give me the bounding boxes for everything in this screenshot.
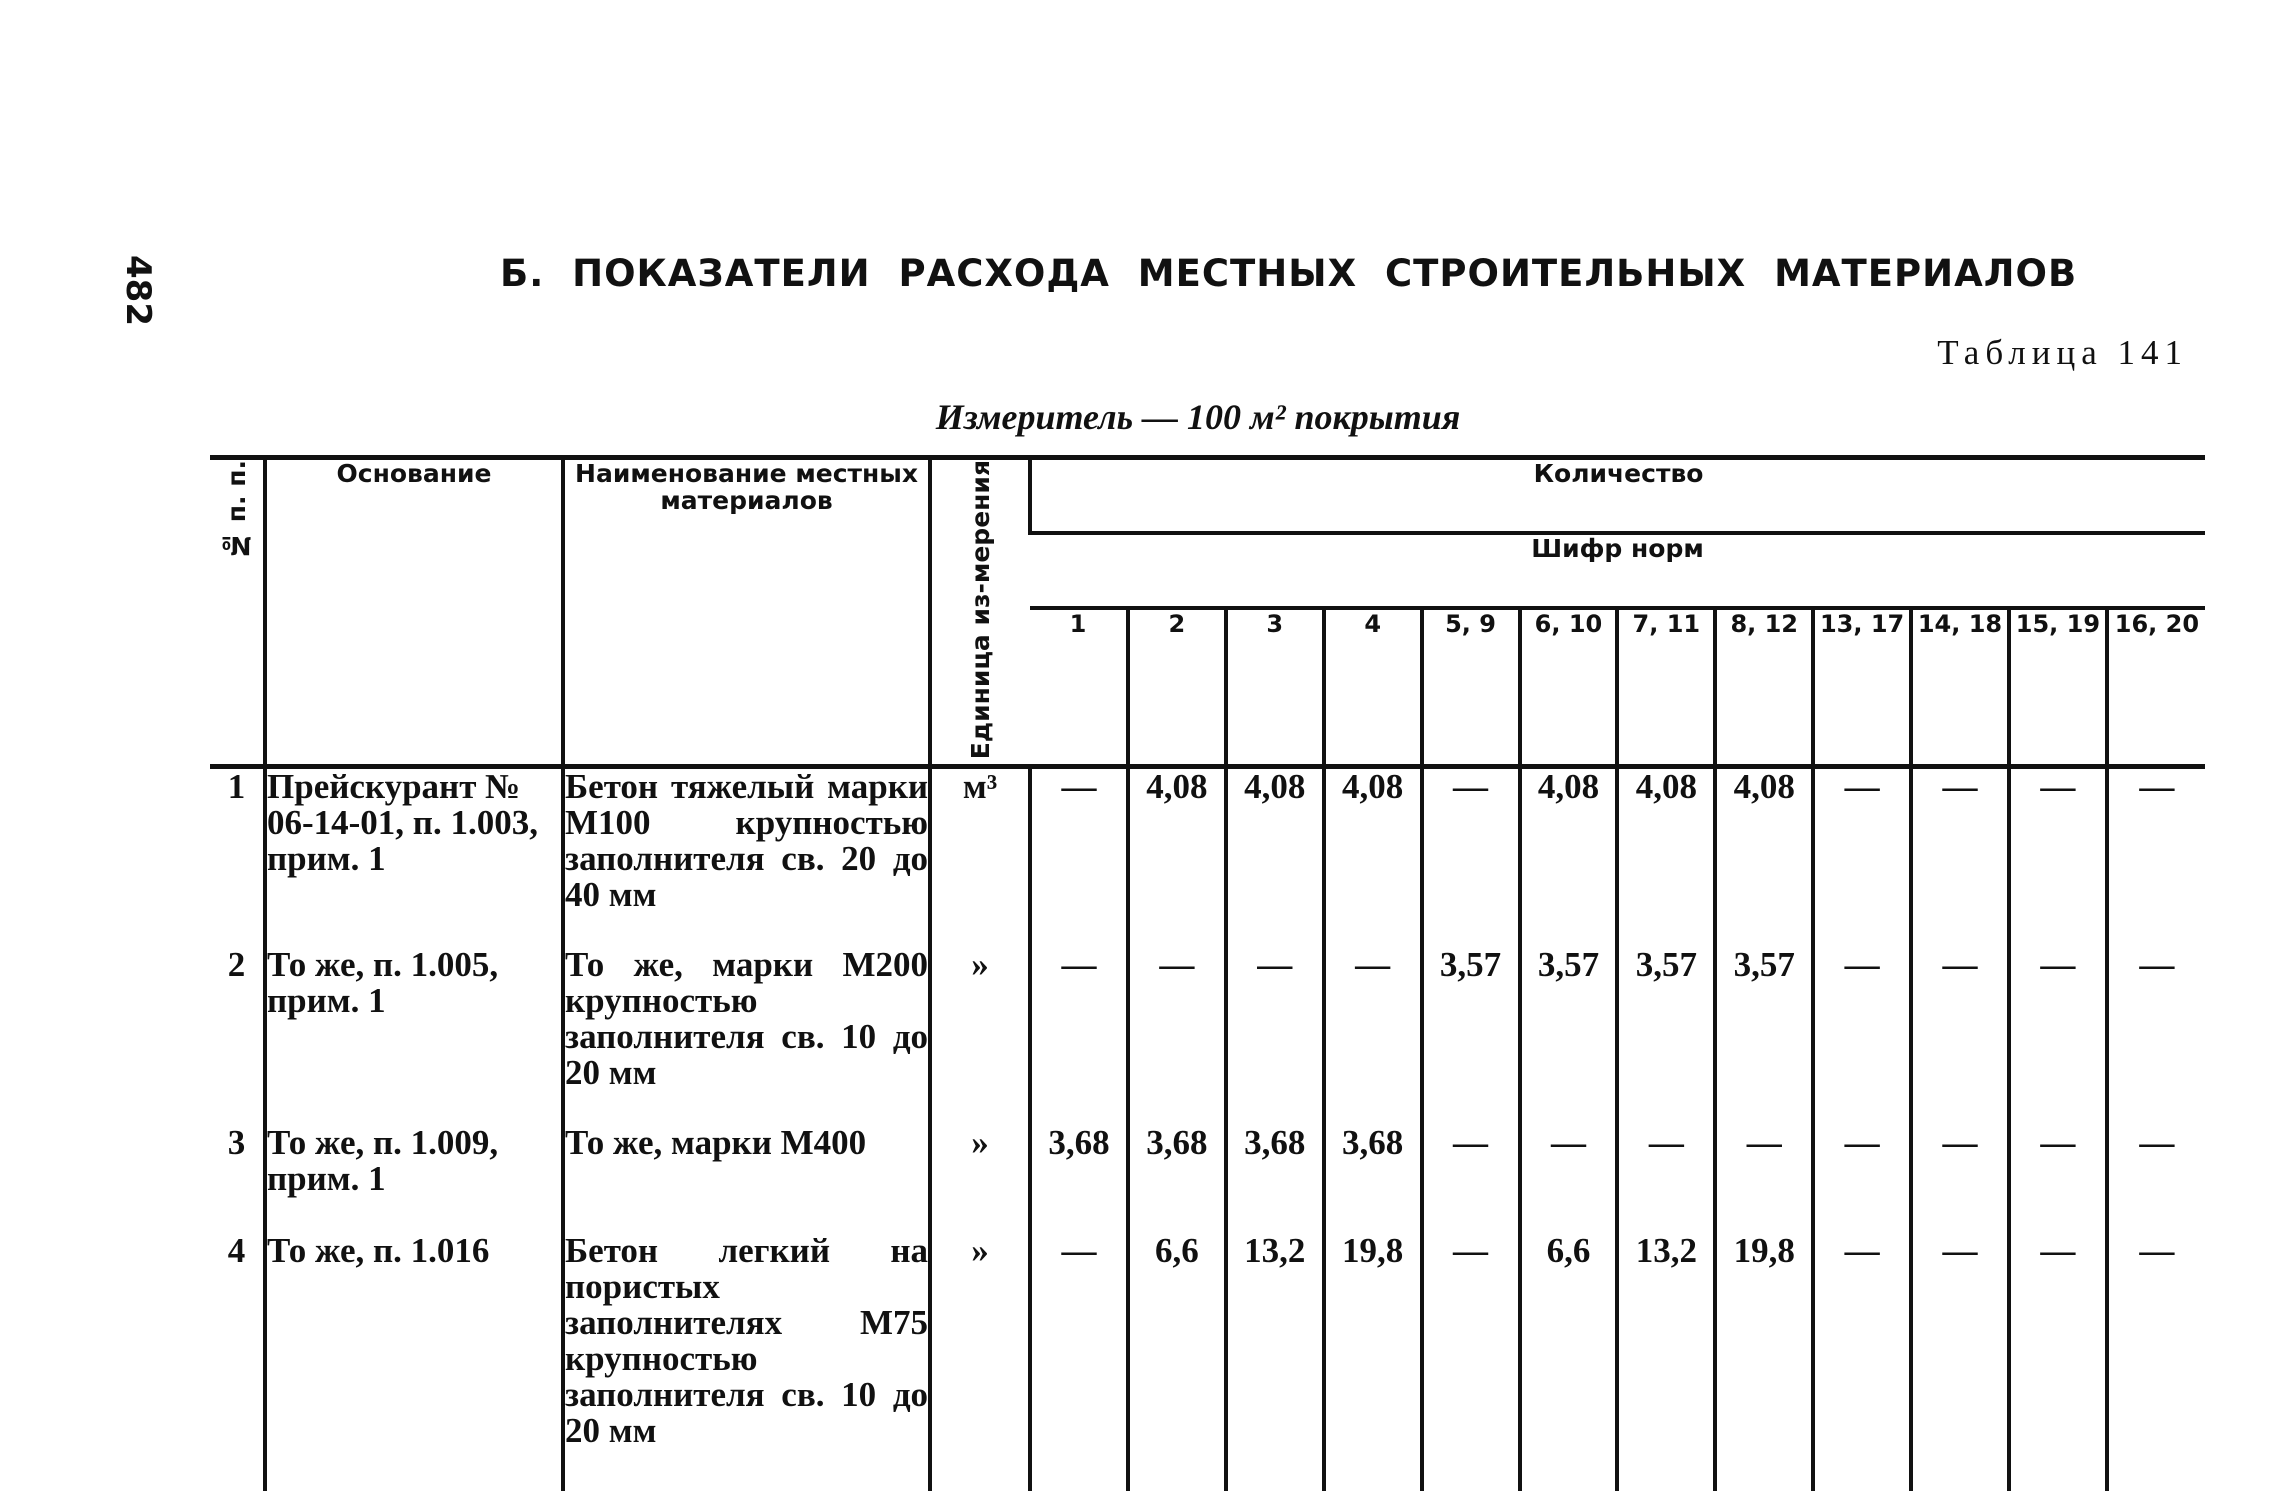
header-norm-column: 13, 17 <box>1813 608 1911 767</box>
quantity-cell: 3,68 <box>1324 1125 1422 1233</box>
meter-text: Измеритель — 100 м² покрытия <box>935 397 1461 437</box>
quantity-cell: — <box>2009 767 2107 948</box>
quantity-cell: — <box>1422 1125 1520 1233</box>
section-heading: Б. ПОКАЗАТЕЛИ РАСХОДА МЕСТНЫХ СТРОИТЕЛЬНЫХ МАТЕРИАЛОВ <box>500 252 2078 295</box>
header-norm-column: 5, 9 <box>1422 608 1520 767</box>
quantity-cell: — <box>1911 1125 2009 1233</box>
quantity-cell: — <box>1813 1125 1911 1233</box>
row-number-cell: 4 <box>227 1231 246 1271</box>
norms-table <box>210 455 2205 1491</box>
quantity-cell: — <box>1226 947 1324 1125</box>
table-row <box>210 1125 2205 1233</box>
header-norm-column: 3 <box>1226 608 1324 767</box>
quantity-cell: 3,68 <box>1226 1125 1324 1233</box>
quantity-cell: 13,2 <box>1226 1233 1324 1491</box>
header-norm-column: 7, 11 <box>1617 608 1715 767</box>
quantity-cell: — <box>2107 1125 2205 1233</box>
header-norm-column: 15, 19 <box>2009 608 2107 767</box>
quantity-cell: 4,08 <box>1715 767 1813 948</box>
material-cell: Бетон тяжелый марки М100 крупностью заполнителя св. 20 до 40 мм <box>563 767 930 948</box>
material-cell: Бетон легкий на пористых заполнителях М75 крупностью заполнителя св. 10 до 20 мм <box>563 1233 930 1491</box>
quantity-cell: — <box>1911 947 2009 1125</box>
quantity-cell: — <box>1030 947 1128 1125</box>
table-header <box>210 458 2205 767</box>
material-cell: То же, марки М200 крупностью заполнителя св. 10 до 20 мм <box>563 947 930 1125</box>
header-norm-column: 2 <box>1128 608 1226 767</box>
quantity-cell: — <box>1813 1233 1911 1491</box>
quantity-cell: — <box>1617 1125 1715 1233</box>
header-norm-column: 1 <box>1069 609 1087 638</box>
quantity-cell: 19,8 <box>1715 1233 1813 1491</box>
quantity-cell: — <box>1030 767 1128 948</box>
quantity-cell: 6,6 <box>1520 1233 1618 1491</box>
quantity-cell: — <box>1911 767 2009 948</box>
quantity-cell: 4,08 <box>1128 767 1226 948</box>
quantity-cell: 6,6 <box>1128 1233 1226 1491</box>
basis-cell: То же, п. 1.009, прим. 1 <box>265 1125 563 1233</box>
quantity-cell: 3,57 <box>1617 947 1715 1125</box>
unit-cell: м³ <box>930 767 1030 948</box>
quantity-cell: — <box>2107 1233 2205 1491</box>
quantity-cell: 19,8 <box>1324 1233 1422 1491</box>
basis-cell: Прейскурант № 06-14-01, п. 1.003, прим. 1 <box>265 767 563 948</box>
quantity-cell: 13,2 <box>1617 1233 1715 1491</box>
header-basis: Основание <box>265 458 563 767</box>
quantity-cell: — <box>2009 1233 2107 1491</box>
basis-cell: То же, п. 1.005, прим. 1 <box>265 947 563 1125</box>
quantity-cell: — <box>1030 1233 1128 1491</box>
quantity-cell: — <box>1128 947 1226 1125</box>
quantity-cell: 4,08 <box>1226 767 1324 948</box>
material-cell: То же, марки М400 <box>563 1125 930 1233</box>
header-material: Наименование местных материалов <box>563 458 930 767</box>
unit-cell: » <box>930 1125 1030 1233</box>
quantity-cell: — <box>1422 1233 1520 1491</box>
header-row-no: № п. п. <box>210 458 265 767</box>
header-unit: Единица из-мерения <box>930 458 1030 767</box>
quantity-cell: — <box>2107 947 2205 1125</box>
header-norm-column: 8, 12 <box>1715 608 1813 767</box>
page-number: 482 <box>118 255 158 326</box>
header-norm-column: 6, 10 <box>1520 608 1618 767</box>
table-row <box>210 767 2205 948</box>
quantity-cell: — <box>1520 1125 1618 1233</box>
table-row <box>210 947 2205 1125</box>
quantity-cell: — <box>1422 767 1520 948</box>
header-norm-code: Шифр норм <box>1030 533 2205 608</box>
quantity-cell: — <box>1324 947 1422 1125</box>
table-meter <box>0 396 2295 438</box>
header-norm-column: 4 <box>1324 608 1422 767</box>
quantity-cell: — <box>2009 1125 2107 1233</box>
quantity-cell: — <box>2107 767 2205 948</box>
quantity-cell: 4,08 <box>1324 767 1422 948</box>
quantity-cell: — <box>1813 767 1911 948</box>
quantity-cell: 3,57 <box>1715 947 1813 1125</box>
header-quantity: Количество <box>1030 458 2205 534</box>
row-number-cell: 3 <box>227 1123 246 1163</box>
quantity-cell: 3,57 <box>1422 947 1520 1125</box>
quantity-cell: 4,08 <box>1520 767 1618 948</box>
header-norm-column: 16, 20 <box>2107 608 2205 767</box>
table-body <box>210 767 2205 1491</box>
header-norm-column: 14, 18 <box>1911 608 2009 767</box>
quantity-cell: — <box>1715 1125 1813 1233</box>
quantity-cell: 3,68 <box>1030 1125 1128 1233</box>
table-label: Таблица 141 <box>1937 333 2188 372</box>
quantity-cell: — <box>1813 947 1911 1125</box>
unit-cell: » <box>930 1233 1030 1491</box>
row-number-cell: 2 <box>227 945 246 985</box>
quantity-cell: 4,08 <box>1617 767 1715 948</box>
row-number-cell: 1 <box>227 767 246 807</box>
basis-cell: То же, п. 1.016 <box>265 1233 563 1491</box>
table-row <box>210 1233 2205 1491</box>
quantity-cell: 3,68 <box>1128 1125 1226 1233</box>
quantity-cell: — <box>2009 947 2107 1125</box>
quantity-cell: 3,57 <box>1520 947 1618 1125</box>
unit-cell: » <box>930 947 1030 1125</box>
quantity-cell: — <box>1911 1233 2009 1491</box>
